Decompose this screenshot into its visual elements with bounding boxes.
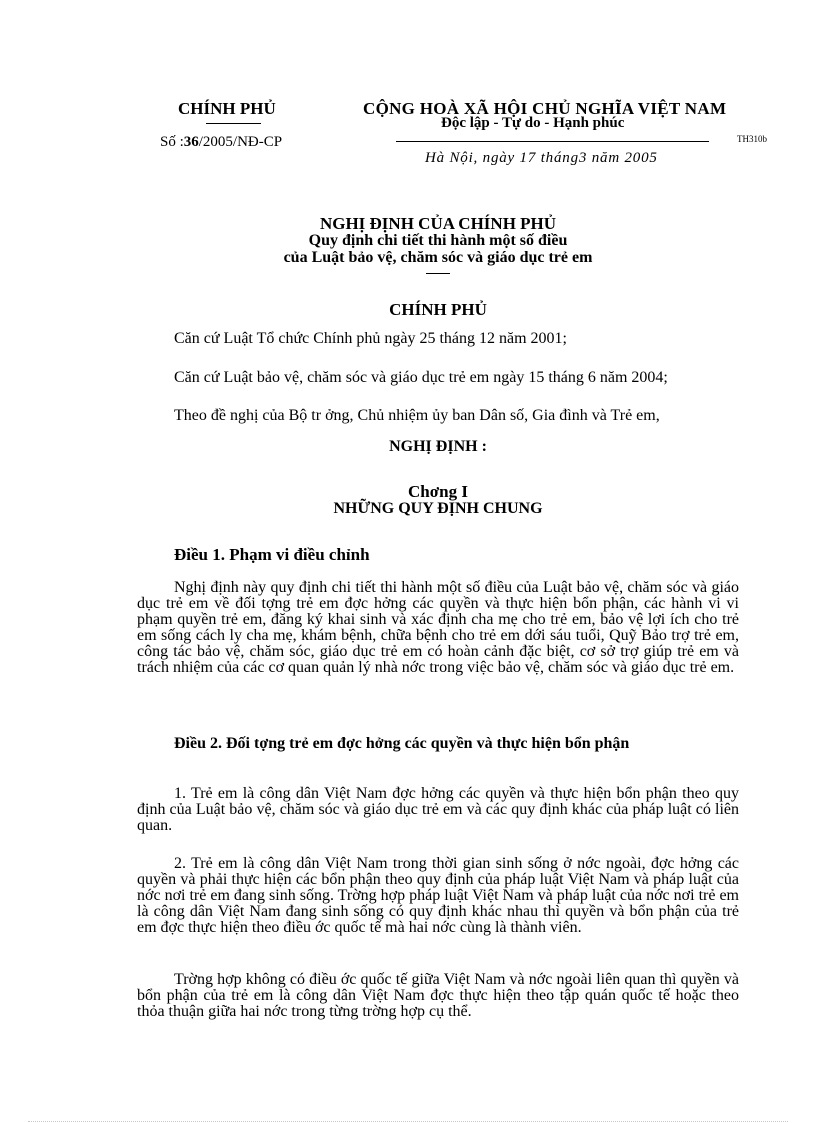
decree-title: NGHỊ ĐỊNH CỦA CHÍNH PHỦ [319,214,557,233]
corner-code: TH310b [737,134,767,144]
legal-basis-3: Theo đề nghị của Bộ tr ởng, Chủ nhiệm ủy ban Dân số, Gia đình và Trẻ em, [174,407,660,424]
date-line: Hà Nội, ngày 17 tháng3 năm 2005 [425,150,658,166]
article-1-heading: Điều 1. Phạm vi điều chỉnh [174,545,370,564]
country-name: CỘNG HOÀ XÃ HỘI CHỦ NGHĨA VIỆT NAM [363,99,727,118]
legal-basis-1: Căn cứ Luật Tổ chức Chính phủ ngày 25 tháng 12 năm 2001; [174,330,567,347]
authority-heading: CHÍNH PHỦ [389,300,487,319]
document-number: Số :36/2005/NĐ-CP [160,134,283,150]
article-2-paragraph-3: Trờng hợp không có điều ớc quốc tế giữa Việt Nam và nớc ngoài liên quan thì quyền và bổn phận của trẻ em là công dân Việt Nam đợc thực hiện theo tập quán quốc tế hoặc theo thỏa thuận giữa hai nớc trong từng trờng hợp cụ thể. [137,971,739,1020]
article-1-text: Nghị định này quy định chi tiết thi hành một số điều của Luật bảo vệ, chăm sóc và giáo dục trẻ em về đối tợng trẻ em đợc hởng các quyền và thực hiện bổn phận, các hành vi vi phạm quyền trẻ em, đăng ký khai sinh và xác định cha mẹ cho trẻ em, bảo vệ lợi ích cho trẻ em sống cách ly cha mẹ, khám bệnh, chữa bệnh cho trẻ em dới sáu tuổi, Quỹ Bảo trợ trẻ em, công tác bảo vệ, chăm sóc, giáo dục trẻ em có hoàn cảnh đặc biệt, cơ sở trợ giúp trẻ em và trách nhiệm của các cơ quan quản lý nhà nớc trong việc bảo vệ, chăm sóc và giáo dục trẻ em. [137,579,739,676]
decree-label: NGHỊ ĐỊNH : [389,438,487,455]
legal-basis-2: Căn cứ Luật bảo vệ, chăm sóc và giáo dục trẻ em ngày 15 tháng 6 năm 2004; [174,369,668,386]
article-2-paragraph-2: 2. Trẻ em là công dân Việt Nam trong thời gian sinh sống ở nớc ngoài, đợc hởng các quyền và phải thực hiện các bổn phận theo quy định của pháp luật Việt Nam và pháp luật của nớc nơi trẻ em đang sinh sống. Trờng hợp pháp luật Việt Nam và pháp luật của nớc nơi trẻ em là công dân Việt Nam đang sinh sống có quy định khác nhau thì quyền và bổn phận của trẻ em đợc thực hiện theo điều ớc quốc tế mà hai nớc cùng là thành viên. [137,855,739,936]
national-motto: Độc lập - Tự do - Hạnh phúc [441,115,625,131]
decree-subtitle-2: của Luật bảo vệ, chăm sóc và giáo dục trẻ em [283,249,593,266]
chapter-name: NHỮNG QUY ĐỊNH CHUNG [333,500,543,517]
chapter-number: Chơng I [408,482,468,501]
article-2-heading: Điều 2. Đối tợng trẻ em đợc hởng các quyền và thực hiện bổn phận [174,735,630,752]
header-left-rule [206,123,261,124]
decree-subtitle-1: Quy định chi tiết thi hành một số điều [308,232,568,249]
page-bottom-border [28,1121,788,1122]
title-rule [426,273,450,274]
issuing-authority: CHÍNH PHỦ [178,99,276,118]
header-right-rule [396,141,709,142]
article-2-paragraph-1: 1. Trẻ em là công dân Việt Nam đợc hởng các quyền và thực hiện bổn phận theo quy định của Luật bảo vệ, chăm sóc và giáo dục trẻ em và các quy định khác của pháp luật có liên quan. [137,785,739,834]
